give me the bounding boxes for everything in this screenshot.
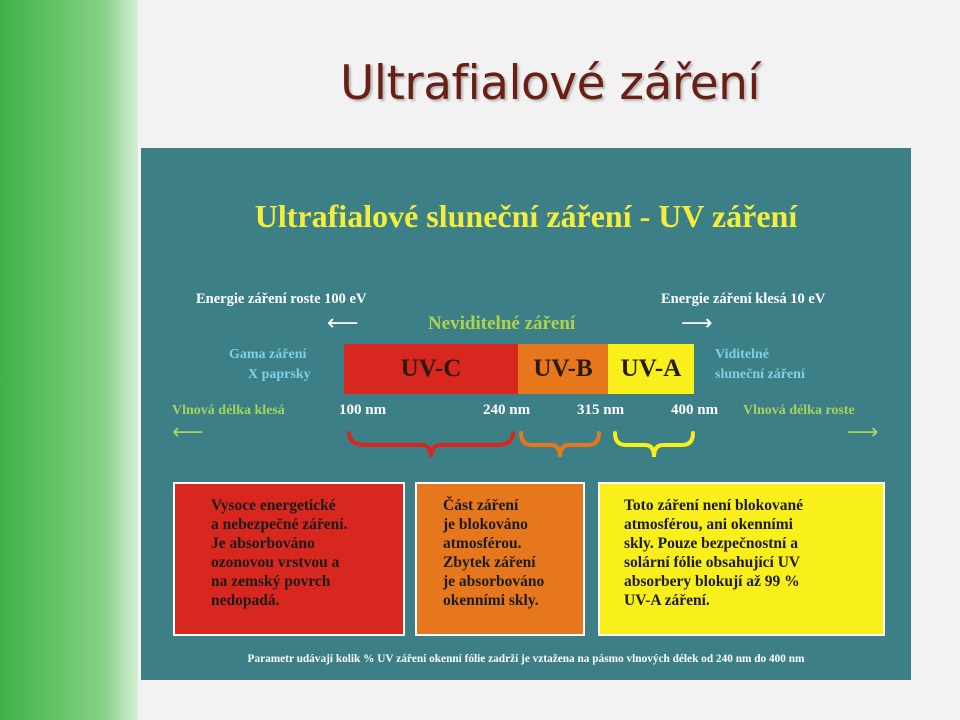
diagram-title: Ultrafialové sluneční záření - UV záření [254, 198, 798, 234]
uv-b-line: okenními skly. [443, 592, 539, 609]
wavelength-decrease-label: Vlnová délka klesá [172, 403, 285, 418]
uv-a-line: UV-A záření. [624, 592, 710, 609]
nm-label-100: 100 nm [339, 402, 387, 418]
wavelength-left-arrow-icon: ⟵ [172, 420, 204, 445]
uv-a-line: skly. Pouze bezpečnostní a [624, 535, 798, 552]
uv-a-line: Toto záření není blokované [624, 497, 803, 514]
uv-a-description-box [598, 482, 885, 636]
wavelength-increase-label: Vlnová délka roste [743, 403, 855, 418]
uv-b-line: je blokováno [443, 516, 528, 533]
energy-decrease-label: Energie záření klesá 10 eV [661, 291, 826, 307]
uv-b-line: Část záření [443, 497, 519, 514]
uv-diagram-panel [141, 148, 911, 680]
uv-c-line: nedopadá. [211, 592, 280, 609]
uv-a-line: absorbery blokují až 99 % [624, 573, 800, 590]
left-arrow-icon: ⟵ [327, 311, 359, 336]
visible-sunlight-label: sluneční záření [715, 367, 805, 382]
invisible-radiation-label: Neviditelné záření [428, 313, 576, 334]
band-uv-c: UV-C [344, 344, 518, 394]
uv-c-line: Vysoce energetické [211, 497, 336, 514]
uv-b-line: Zbytek záření [443, 554, 536, 571]
uv-b-line: atmosférou. [443, 535, 522, 552]
gamma-label: Gama záření [229, 347, 307, 362]
uv-a-line: solární fólie obsahující UV [624, 554, 801, 571]
uv-c-line: ozonovou vrstvou a [211, 554, 340, 571]
uv-c-brace-icon [346, 430, 516, 460]
uv-c-line: na zemský povrch [211, 573, 331, 590]
uv-c-description-box [173, 482, 405, 636]
slide-title: Ultrafialové záření [340, 56, 760, 111]
nm-label-400: 400 nm [671, 402, 719, 418]
uv-a-line: atmosférou, ani okenními [624, 516, 793, 533]
wavelength-right-arrow-icon: ⟶ [847, 420, 879, 445]
uv-a-brace-icon [612, 430, 696, 460]
uv-c-line: a nebezpečné záření. [211, 516, 348, 533]
energy-increase-label: Energie záření roste 100 eV [196, 291, 367, 307]
uv-b-description-box [415, 482, 585, 636]
band-uv-b: UV-B [518, 344, 608, 394]
visible-label: Viditelné [715, 347, 769, 362]
band-uv-a: UV-A [608, 344, 694, 394]
footnote: Parametr udávají kolik % UV záření okenní fólie zadrží je vztažena na pásmo vlnových délek od 240 nm do 400 nm [247, 653, 805, 665]
xray-label: X paprsky [248, 367, 311, 382]
right-arrow-icon: ⟶ [681, 311, 713, 336]
nm-label-315: 315 nm [577, 402, 625, 418]
decorative-side-bar [0, 0, 138, 720]
nm-label-240: 240 nm [483, 402, 531, 418]
uv-b-brace-icon [518, 430, 602, 460]
uv-c-line: Je absorbováno [211, 535, 315, 552]
uv-b-line: je absorbováno [443, 573, 545, 590]
